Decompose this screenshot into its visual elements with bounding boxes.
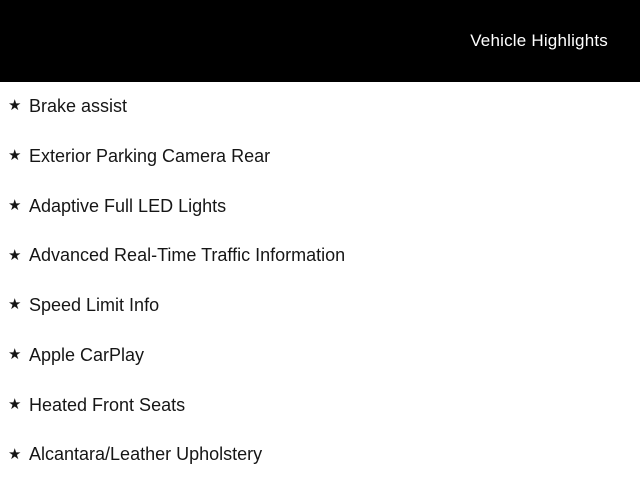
- list-item: [0, 281, 640, 331]
- star-icon: ★: [8, 246, 22, 264]
- list-item-label: Brake assist: [29, 96, 128, 117]
- highlights-list: [0, 82, 640, 480]
- star-icon: ★: [8, 346, 22, 364]
- header-bar: [0, 0, 640, 82]
- star-icon: ★: [8, 97, 22, 115]
- list-item: [0, 182, 640, 232]
- list-item-label: Advanced Real-Time Traffic Information: [29, 245, 346, 266]
- list-item-label: Exterior Parking Camera Rear: [29, 145, 271, 166]
- list-item: [0, 430, 640, 480]
- star-icon: ★: [8, 395, 22, 413]
- list-item-label: Alcantara/Leather Upholstery: [29, 444, 263, 465]
- list-item: [0, 381, 640, 431]
- list-item-label: Apple CarPlay: [29, 344, 145, 365]
- list-item-label: Adaptive Full LED Lights: [29, 195, 227, 216]
- list-item: [0, 231, 640, 281]
- list-item: [0, 82, 640, 132]
- list-item: [0, 331, 640, 381]
- list-item-label: Heated Front Seats: [29, 394, 186, 415]
- page-title: Vehicle Highlights: [470, 31, 608, 50]
- star-icon: ★: [8, 196, 22, 214]
- star-icon: ★: [8, 147, 22, 165]
- list-item-label: Speed Limit Info: [29, 295, 160, 316]
- star-icon: ★: [8, 296, 22, 314]
- star-icon: ★: [8, 445, 22, 463]
- list-item: [0, 132, 640, 182]
